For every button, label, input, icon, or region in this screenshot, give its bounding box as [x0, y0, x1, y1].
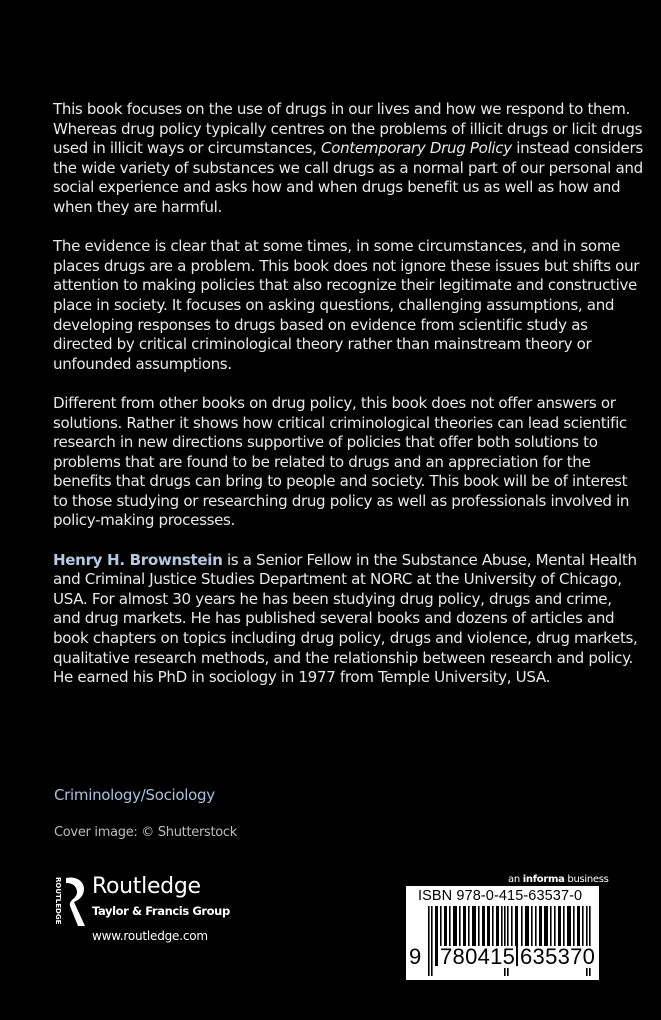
svg-text:ROUTLEDGE: ROUTLEDGE [54, 877, 62, 925]
blurb-paragraph-1 [53, 100, 643, 218]
publisher-name: Routledge [92, 874, 201, 899]
author-bio-text: is a Senior Fellow in the Substance Abuse, Mental Health and Criminal Justice Studies Department at NORC at the University of Chicago, USA. For almost 30 years he has been studying drug policy, drugs and crime, and drug markets. He has published several books and dozens of articles and book chapters on topics including drug policy, drugs and violence, drug markets, qualitative research methods, and the relationship between research and policy. He earned his PhD in sociology in 1977 from Temple University, USA. [53, 550, 638, 687]
publisher-group: Taylor & Francis Group [92, 904, 230, 918]
isbn-label: ISBN 978-0-415-63537-0 [418, 888, 583, 904]
informa-prefix: an [508, 874, 523, 885]
author-bio [53, 551, 643, 688]
author-name: Henry H. Brownstein [53, 550, 223, 569]
barcode-digits-right: 635370 [520, 944, 596, 969]
blurb-text: This book focuses on the use of drugs in our lives and how we respond to them. Whereas drug policy typically centres on the problems of illicit drugs or licit drugs used in illicit ways or circumstances, [53, 100, 643, 158]
blurb-paragraph-3: Different from other books on drug policy, this book does not offer answers or solutions. Rather it shows how critical criminological theories can lead scientific research in new directions supportive of policies that offer both solutions to problems that are found to be related to drugs and an appreciation for the benefits that drugs can bring to people and society. This book will be of interest to those studying or researching drug policy as well as professionals involved in policy-making processes. [53, 393, 630, 530]
cover-image-credit: Cover image: © Shutterstock [54, 825, 238, 840]
subject-category: Criminology/Sociology [54, 786, 215, 804]
isbn-barcode [406, 886, 599, 980]
barcode-digits-left: 780415 [440, 944, 516, 969]
informa-tagline [508, 874, 609, 885]
publisher-logo [52, 876, 252, 946]
routledge-r-profile-icon [52, 876, 88, 928]
informa-brand: informa [522, 874, 565, 885]
book-title-italic: Contemporary Drug Policy [321, 139, 512, 158]
blurb-text: instead considers the wide variety of substances we call drugs as a normal part of our personal and social experience and asks how and when drugs benefit us as well as how and when they are harmful. [53, 139, 643, 216]
blurb-paragraph-2: The evidence is clear that at some times, in some circumstances, and in some places drugs are a problem. This book does not ignore these issues but shifts our attention to making policies that also recognize their legitimate and constructive place in society. It focuses on asking questions, challenging assumptions, and developing responses to drugs based on evidence from scientific study as directed by critical criminological theory rather than mainstream theory or unfounded assumptions. [53, 237, 640, 373]
barcode-first-digit: 9 [409, 944, 422, 969]
informa-suffix: business [564, 874, 609, 885]
back-cover-blurb [53, 100, 643, 707]
publisher-url[interactable]: www.routledge.com [92, 929, 208, 943]
